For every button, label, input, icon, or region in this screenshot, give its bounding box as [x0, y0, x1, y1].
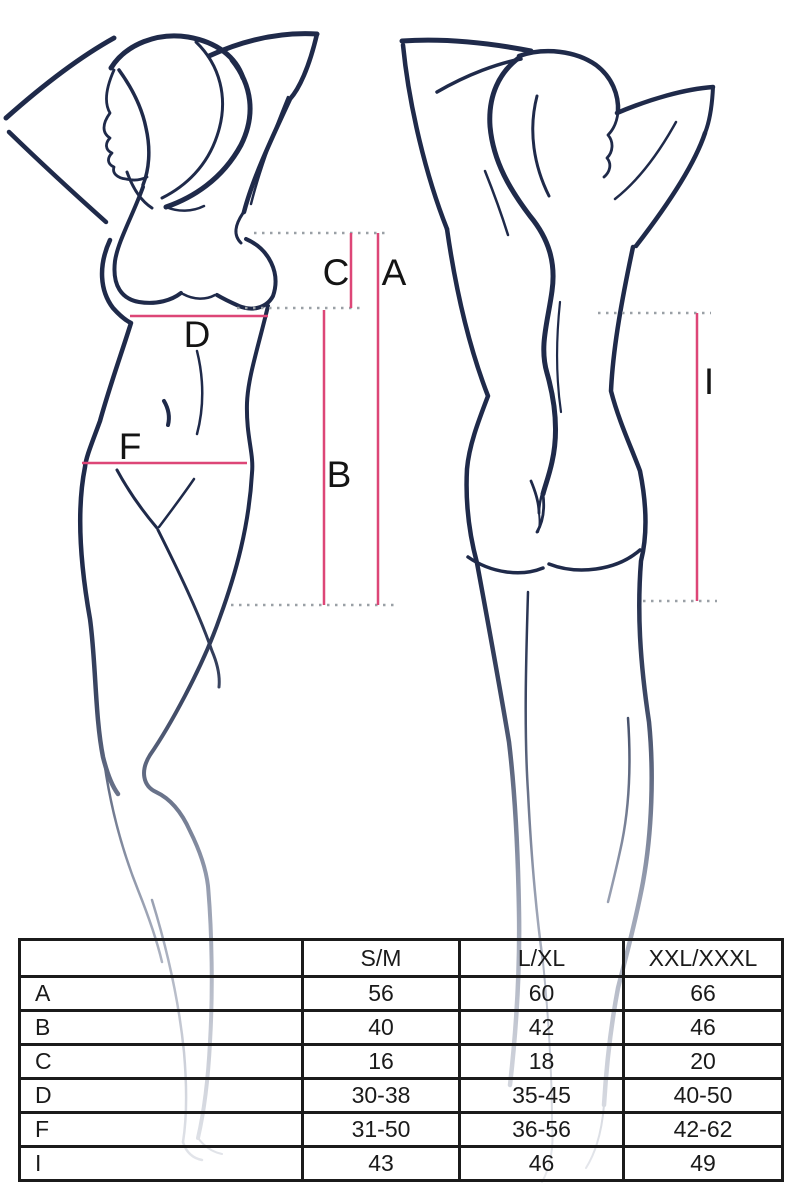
value-cell: 18	[460, 1045, 624, 1079]
table-row	[20, 1113, 783, 1147]
figure-label-C: C	[322, 252, 350, 293]
value-cell: 42	[460, 1011, 624, 1045]
row-label-cell: I	[20, 1147, 303, 1181]
row-label-cell: B	[20, 1011, 303, 1045]
value-cell: 49	[624, 1147, 783, 1181]
row-label-cell: A	[20, 977, 303, 1011]
table-row	[20, 1011, 783, 1045]
header-cell-size: XXL/XXXL	[624, 940, 783, 977]
value-cell: 60	[460, 977, 624, 1011]
value-cell: 31-50	[303, 1113, 460, 1147]
value-cell: 43	[303, 1147, 460, 1181]
figure-label-I: I	[703, 361, 715, 402]
size-chart-table	[18, 938, 784, 1182]
figure-label-D: D	[183, 314, 211, 355]
value-cell: 40	[303, 1011, 460, 1045]
value-cell: 56	[303, 977, 460, 1011]
header-cell-empty	[20, 940, 303, 977]
figure-label-F: F	[118, 426, 142, 467]
table-row	[20, 1147, 783, 1181]
figure-label-A: A	[381, 252, 407, 293]
figure-label-B: B	[326, 454, 352, 495]
size-chart-header-row	[20, 940, 783, 977]
value-cell: 30-38	[303, 1079, 460, 1113]
value-cell: 42-62	[624, 1113, 783, 1147]
row-label-cell: C	[20, 1045, 303, 1079]
row-label-cell: D	[20, 1079, 303, 1113]
table-row	[20, 1079, 783, 1113]
value-cell: 20	[624, 1045, 783, 1079]
value-cell: 66	[624, 977, 783, 1011]
value-cell: 46	[624, 1011, 783, 1045]
header-cell-size: S/M	[303, 940, 460, 977]
table-row	[20, 1045, 783, 1079]
value-cell: 46	[460, 1147, 624, 1181]
row-label-cell: F	[20, 1113, 303, 1147]
value-cell: 40-50	[624, 1079, 783, 1113]
size-chart-body	[20, 977, 783, 1181]
value-cell: 36-56	[460, 1113, 624, 1147]
header-cell-size: L/XL	[460, 940, 624, 977]
table-row	[20, 977, 783, 1011]
value-cell: 16	[303, 1045, 460, 1079]
value-cell: 35-45	[460, 1079, 624, 1113]
